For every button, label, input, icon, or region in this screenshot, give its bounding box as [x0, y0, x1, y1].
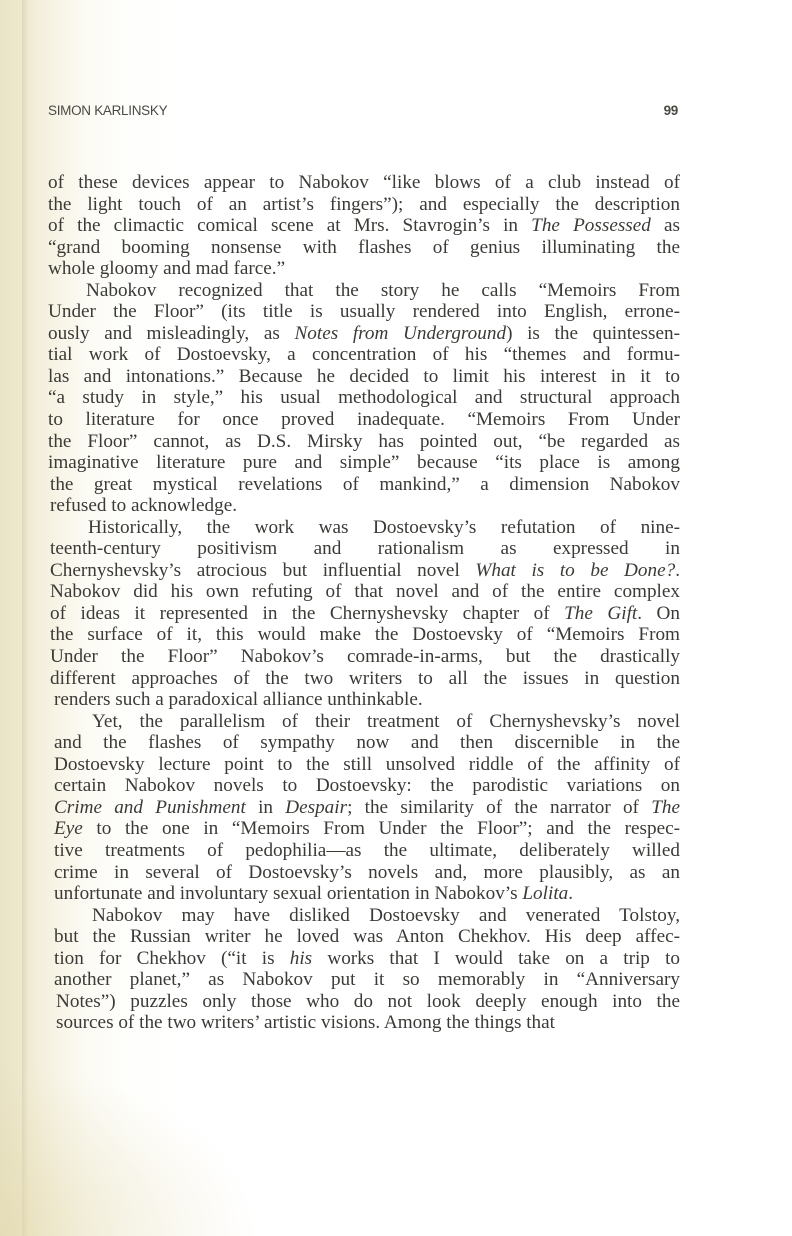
- text-line: Nabokov did his own refuting of that novel and of the entire complex: [50, 581, 680, 603]
- italic-title: The Possessed: [531, 215, 651, 237]
- text-line: the surface of it, this would make the Dostoevsky of “Memoirs From: [50, 624, 680, 646]
- text-line: the light touch of an artist’s fingers”); and especially the description: [48, 193, 680, 215]
- text-line: tial work of Dostoevsky, a concentration of his “themes and formu-: [48, 344, 680, 366]
- paragraph: [48, 517, 680, 711]
- running-head-author: SIMON KARLINSKY: [48, 103, 168, 118]
- italic-title: Crime and Punishment: [54, 796, 246, 818]
- page-number: 99: [663, 103, 678, 118]
- text-line: the Floor” cannot, as D.S. Mirsky has pointed out, “be regarded as: [48, 430, 680, 452]
- italic-title: his: [289, 947, 313, 969]
- italic-title: Eye: [54, 818, 83, 840]
- text-line: to literature for once proved inadequate. “Memoirs From Under: [48, 409, 680, 431]
- text-line: sources of the two writers’ artistic visions. Among the things that: [56, 1012, 555, 1034]
- text-line: “a study in style,” his usual methodological and structural approach: [48, 387, 680, 409]
- paragraph: [48, 172, 680, 280]
- text-line: Crime and Punishment in Despair; the similarity of the narrator of The: [54, 796, 680, 818]
- text-line: the great mystical revelations of mankind,” a dimension Nabokov: [50, 473, 680, 495]
- page-curl-shade: [0, 1066, 260, 1236]
- italic-title: Lolita: [522, 883, 569, 905]
- text-line: “grand booming nonsense with flashes of genius illuminating the: [48, 236, 680, 258]
- text-line: imaginative literature pure and simple” because “its place is among: [48, 452, 680, 474]
- text-line: of ideas it represented in the Chernyshevsky chapter of The Gift. On: [50, 602, 680, 624]
- text-line: Chernyshevsky’s atrocious but influential novel What is to be Done?.: [50, 559, 680, 581]
- text-line: Under the Floor” Nabokov’s comrade-in-arms, but the drastically: [50, 646, 680, 668]
- text-line: ously and misleadingly, as Notes from Underground) is the quintessen-: [48, 322, 680, 344]
- text-line: of the climactic comical scene at Mrs. Stavrogin’s in The Possessed as: [48, 215, 681, 237]
- text-line: of these devices appear to Nabokov “like blows of a club instead of: [48, 172, 680, 193]
- text-line: and the flashes of sympathy now and then discernible in the: [54, 732, 680, 754]
- text-line: teenth-century positivism and rationalism as expressed in: [50, 538, 680, 560]
- paragraph: [48, 280, 680, 517]
- italic-title: Notes from Underground: [294, 322, 507, 344]
- italic-title: The: [651, 796, 680, 818]
- text-line: unfortunate and involuntary sexual orientation in Nabokov’s Lolita.: [54, 883, 574, 905]
- italic-title: Despair: [285, 796, 348, 818]
- text-line: Nabokov recognized that the story he calls “Memoirs From: [86, 279, 680, 301]
- body-text: [48, 172, 680, 1034]
- text-line: tive treatments of pedophilia—as the ultimate, deliberately willed: [54, 839, 680, 861]
- gutter-shadow: [22, 0, 28, 1236]
- italic-title: The Gift: [564, 602, 638, 624]
- text-line: tion for Chekhov (“it is his works that I would take on a trip to: [54, 947, 680, 969]
- text-line: Yet, the parallelism of their treatment of Chernyshevsky’s novel: [92, 710, 680, 732]
- running-head: [48, 103, 680, 118]
- text-line: Historically, the work was Dostoevsky’s refutation of nine-: [88, 516, 680, 538]
- paragraph: [48, 905, 680, 1034]
- text-line: another planet,” as Nabokov put it so memorably in “Anniversary: [54, 969, 680, 991]
- text-line: Dostoevsky lecture point to the still unsolved riddle of the affinity of: [54, 753, 680, 775]
- text-line: refused to acknowledge.: [50, 495, 238, 517]
- paragraph: [48, 711, 680, 905]
- italic-title: What is to be Done?: [475, 559, 676, 581]
- text-line: Nabokov may have disliked Dostoevsky and venerated Tolstoy,: [92, 904, 680, 926]
- text-line: whole gloomy and mad farce.”: [48, 258, 286, 280]
- text-line: certain Nabokov novels to Dostoevsky: the parodistic variations on: [54, 775, 680, 797]
- text-line: Notes”) puzzles only those who do not look deeply enough into the: [56, 990, 680, 1012]
- text-line: Under the Floor” (its title is usually rendered into English, errone-: [48, 301, 680, 323]
- text-line: but the Russian writer he loved was Anton Chekhov. His deep affec-: [54, 926, 680, 948]
- text-line: renders such a paradoxical alliance unthinkable.: [54, 689, 423, 711]
- text-line: crime in several of Dostoevsky’s novels and, more plausibly, as an: [54, 861, 680, 883]
- text-line: different approaches of the two writers to all the issues in question: [50, 667, 680, 689]
- text-line: las and intonations.” Because he decided to limit his interest in it to: [48, 365, 680, 387]
- text-line: Eye to the one in “Memoirs From Under the Floor”; and the respec-: [54, 818, 680, 840]
